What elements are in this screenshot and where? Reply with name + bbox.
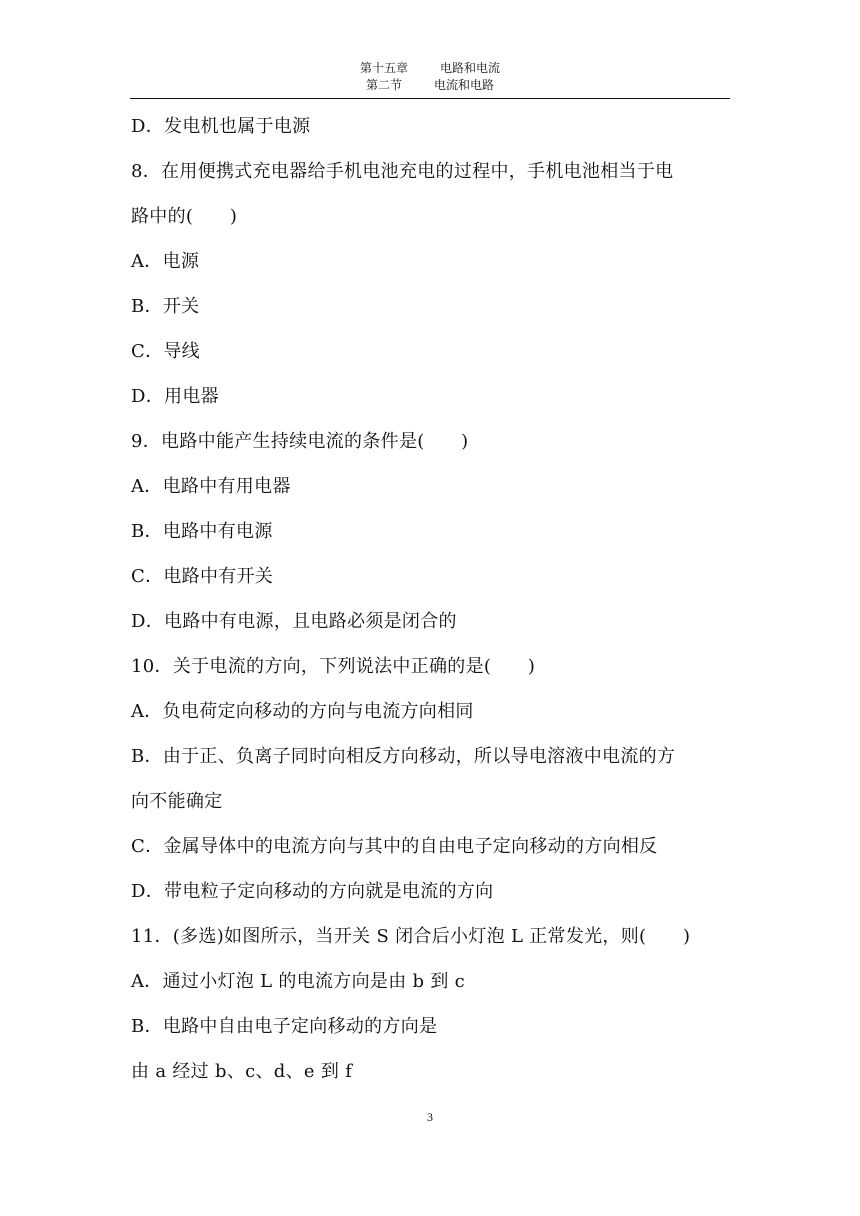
text-line: D．发电机也属于电源 bbox=[131, 116, 311, 137]
text-line: B．开关 bbox=[131, 296, 200, 317]
text-line: B．电路中自由电子定向移动的方向是 bbox=[131, 1016, 438, 1037]
text-line: C．金属导体中的电流方向与其中的自由电子定向移动的方向相反 bbox=[131, 836, 658, 857]
header-chapter-title: 电路和电流 bbox=[440, 61, 501, 75]
text-line: C．导线 bbox=[131, 341, 200, 362]
text-line: A．电路中有用电器 bbox=[131, 476, 291, 497]
header-section-title: 电流和电路 bbox=[434, 78, 495, 92]
text-line: D．电路中有电源，且电路必须是闭合的 bbox=[131, 611, 457, 632]
text-line: D．带电粒子定向移动的方向就是电流的方向 bbox=[131, 881, 494, 902]
page-header bbox=[130, 60, 730, 94]
header-chapter: 第十五章 bbox=[359, 61, 408, 75]
header-section-row bbox=[130, 77, 730, 94]
header-section: 第二节 bbox=[365, 78, 402, 92]
text-line: D．用电器 bbox=[131, 386, 219, 407]
text-line: 路中的( ) bbox=[131, 206, 238, 227]
text-line: A．电源 bbox=[131, 251, 200, 272]
text-line: 10．关于电流的方向，下列说法中正确的是( ) bbox=[131, 656, 536, 677]
text-line: B．由于正、负离子同时向相反方向移动，所以导电溶液中电流的方 bbox=[131, 746, 676, 767]
text-line: A．通过小灯泡 L 的电流方向是由 b 到 c bbox=[131, 971, 466, 992]
text-line: C．电路中有开关 bbox=[131, 566, 274, 587]
header-chapter-row bbox=[130, 60, 730, 77]
text-line: 由 a 经过 b、c、d、e 到 f bbox=[131, 1061, 353, 1082]
page-number: 3 bbox=[427, 1110, 433, 1124]
text-line: B．电路中有电源 bbox=[131, 521, 273, 542]
text-line: 9．电路中能产生持续电流的条件是( ) bbox=[131, 431, 469, 452]
text-line: 8．在用便携式充电器给手机电池充电的过程中，手机电池相当于电 bbox=[131, 161, 674, 182]
text-line: 向不能确定 bbox=[131, 791, 223, 812]
header-divider bbox=[130, 98, 730, 99]
question-content bbox=[131, 104, 731, 1094]
text-line: 11．(多选)如图所示，当开关 S 闭合后小灯泡 L 正常发光，则( ) bbox=[131, 926, 691, 947]
text-line: A．负电荷定向移动的方向与电流方向相同 bbox=[131, 701, 474, 722]
